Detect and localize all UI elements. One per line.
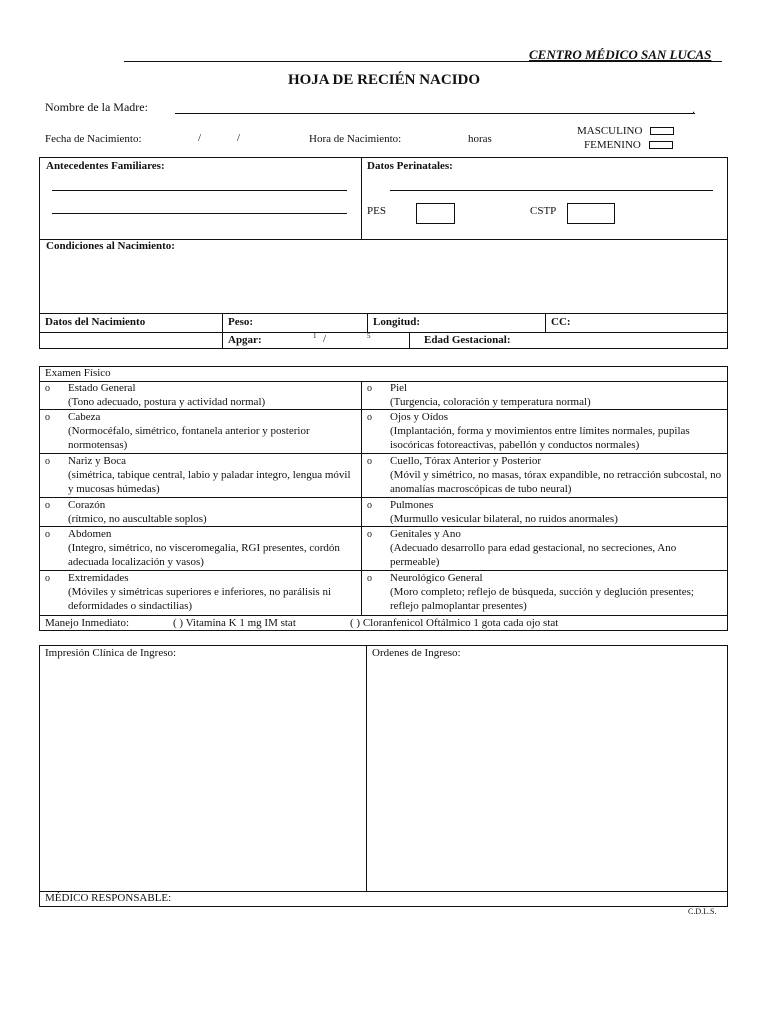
exam-item-title: Corazón — [68, 499, 106, 511]
exam-row — [39, 454, 728, 498]
birth-date-sep-2[interactable]: / — [237, 132, 241, 144]
exam-item-title: Extremidades — [68, 572, 129, 584]
exam-row — [39, 381, 728, 410]
exam-item-right[interactable] — [361, 527, 728, 571]
exam-row — [39, 527, 728, 571]
exam-item-title: Nariz y Boca — [68, 455, 127, 467]
family-history-line-1[interactable] — [52, 190, 347, 191]
bullet-icon: o — [45, 412, 50, 423]
management-label: Manejo Inmediato: — [45, 617, 130, 629]
weight-label: Peso: — [228, 316, 254, 328]
exam-item-title: Piel — [390, 382, 408, 394]
mother-name-end: . — [692, 102, 695, 116]
exam-item-left[interactable] — [39, 498, 361, 527]
exam-item-title: Cabeza — [68, 411, 101, 423]
exam-item-title: Neurológico General — [390, 572, 483, 584]
exam-item-right[interactable] — [361, 454, 728, 498]
exam-item-description: (Murmullo vesicular bilateral, no ruidos anormales) — [390, 513, 618, 525]
apgar-label: Apgar: — [228, 334, 262, 346]
cstp-box[interactable] — [567, 203, 615, 224]
bullet-icon: o — [367, 383, 372, 394]
male-option[interactable] — [577, 125, 674, 137]
exam-item-description: (Tono adecuado, postura y actividad normal) — [68, 396, 266, 408]
exam-item-title: Cuello, Tórax Anterior y Posterior — [390, 455, 542, 467]
conditions-label: Condiciones al Nacimiento: — [46, 240, 175, 252]
exam-item-description: (Integro, simétrico, no visceromegalia, RGI presentes, cordón adecuada localización y vasos) — [68, 542, 340, 568]
bullet-icon: o — [45, 456, 50, 467]
clinical-impression-field[interactable] — [42, 662, 362, 888]
clinical-impression-label: Impresión Clínica de Ingreso: — [45, 647, 177, 659]
exam-item-right[interactable] — [361, 410, 728, 454]
perinatal-line[interactable] — [390, 190, 713, 191]
exam-item-left[interactable] — [39, 454, 361, 498]
cstp-label: CSTP — [530, 205, 557, 217]
birth-time-label: Hora de Nacimiento: — [309, 133, 402, 145]
gestational-age-label: Edad Gestacional: — [424, 334, 511, 346]
length-label: Longitud: — [373, 316, 421, 328]
bullet-icon: o — [367, 500, 372, 511]
bullet-icon: o — [45, 500, 50, 511]
family-history-line-2[interactable] — [52, 213, 347, 214]
mother-name-field[interactable] — [175, 113, 695, 114]
exam-item-left[interactable] — [39, 571, 361, 615]
exam-item-title: Ojos y Oídos — [390, 411, 449, 423]
exam-item-right[interactable] — [361, 498, 728, 527]
birth-data-label: Datos del Nacimiento — [45, 316, 146, 328]
exam-item-description: (Normocéfalo, simétrico, fontanela anterior y posterior normotensas) — [68, 425, 310, 451]
bullet-icon: o — [367, 529, 372, 540]
mother-name-label: Nombre de la Madre: — [45, 100, 148, 114]
hours-label: horas — [468, 133, 492, 145]
birth-date-sep-1[interactable]: / — [198, 132, 202, 144]
exam-item-description: (Turgencia, coloración y temperatura normal) — [390, 396, 591, 408]
exam-item-description: (Adecuado desarrollo para edad gestacional, no secreciones, Ano permeable) — [390, 542, 677, 568]
admission-orders-label: Ordenes de Ingreso: — [372, 647, 461, 659]
bullet-icon: o — [45, 573, 50, 584]
bullet-icon: o — [367, 456, 372, 467]
exam-item-right[interactable] — [361, 381, 728, 410]
exam-item-right[interactable] — [361, 571, 728, 615]
exam-item-description: (Implantación, forma y movimientos entre límites normales, pupilas isocóricas fotoreactivas, pabellón y conductos normales) — [390, 425, 690, 451]
exam-title: Examen Físico — [45, 367, 111, 379]
exam-item-description: (Moro completo; reflejo de búsqueda, succión y deglución presentes; reflejo palmoplantar presentes) — [390, 586, 694, 612]
pes-box[interactable] — [416, 203, 455, 224]
cc-label: CC: — [551, 316, 571, 328]
bullet-icon: o — [367, 412, 372, 423]
pes-label: PES — [367, 205, 386, 217]
bullet-icon: o — [45, 529, 50, 540]
vitamin-k-option[interactable]: ( ) Vitamina K 1 mg IM stat — [173, 617, 296, 629]
exam-item-description: (simétrica, tabique central, labio y paladar integro, lengua móvil y mucosas húmedas) — [68, 469, 351, 495]
birth-date-label: Fecha de Nacimiento: — [45, 133, 142, 145]
exam-item-title: Estado General — [68, 382, 136, 394]
exam-item-description: (Móviles y simétricas superiores e inferiores, no parálisis ni deformidades o sindactilias) — [68, 586, 332, 612]
exam-row — [39, 571, 728, 615]
exam-row — [39, 498, 728, 527]
exam-item-left[interactable] — [39, 381, 361, 410]
exam-row — [39, 410, 728, 454]
clinic-name: CENTRO MÉDICO SAN LUCAS — [529, 47, 712, 62]
responsible-doctor-label: MÉDICO RESPONSABLE: — [45, 892, 172, 904]
exam-item-left[interactable] — [39, 527, 361, 571]
male-label: MASCULINO — [577, 125, 643, 137]
perinatal-label: Datos Perinatales: — [367, 160, 453, 172]
footer-code: C.D.L.S. — [688, 907, 717, 916]
apgar-separator: / — [323, 333, 327, 345]
female-label: FEMENINO — [584, 139, 641, 151]
female-option[interactable] — [584, 139, 673, 151]
exam-item-description: (rítmico, no auscultable soplos) — [68, 513, 207, 525]
female-checkbox[interactable] — [649, 141, 673, 149]
male-checkbox[interactable] — [650, 127, 674, 135]
chloramphenicol-option[interactable]: ( ) Cloranfenicol Oftálmico 1 gota cada ojo stat — [350, 617, 559, 629]
family-history-label: Antecedentes Familiares: — [46, 160, 165, 172]
admission-orders-field[interactable] — [370, 662, 724, 888]
apgar-5-min: 5 — [367, 332, 371, 340]
exam-item-left[interactable] — [39, 410, 361, 454]
exam-item-title: Pulmones — [390, 499, 434, 511]
page-title: HOJA DE RECIÉN NACIDO — [287, 72, 481, 88]
exam-item-title: Abdomen — [68, 528, 112, 540]
bullet-icon: o — [45, 383, 50, 394]
exam-item-description: (Móvil y simétrico, no masas, tórax expandible, no retracción subcostal, no anomalías macroscópicas de tubo neural) — [390, 469, 722, 495]
bullet-icon: o — [367, 573, 372, 584]
exam-item-title: Genitales y Ano — [390, 528, 461, 540]
apgar-1-min: 1 — [313, 332, 317, 340]
